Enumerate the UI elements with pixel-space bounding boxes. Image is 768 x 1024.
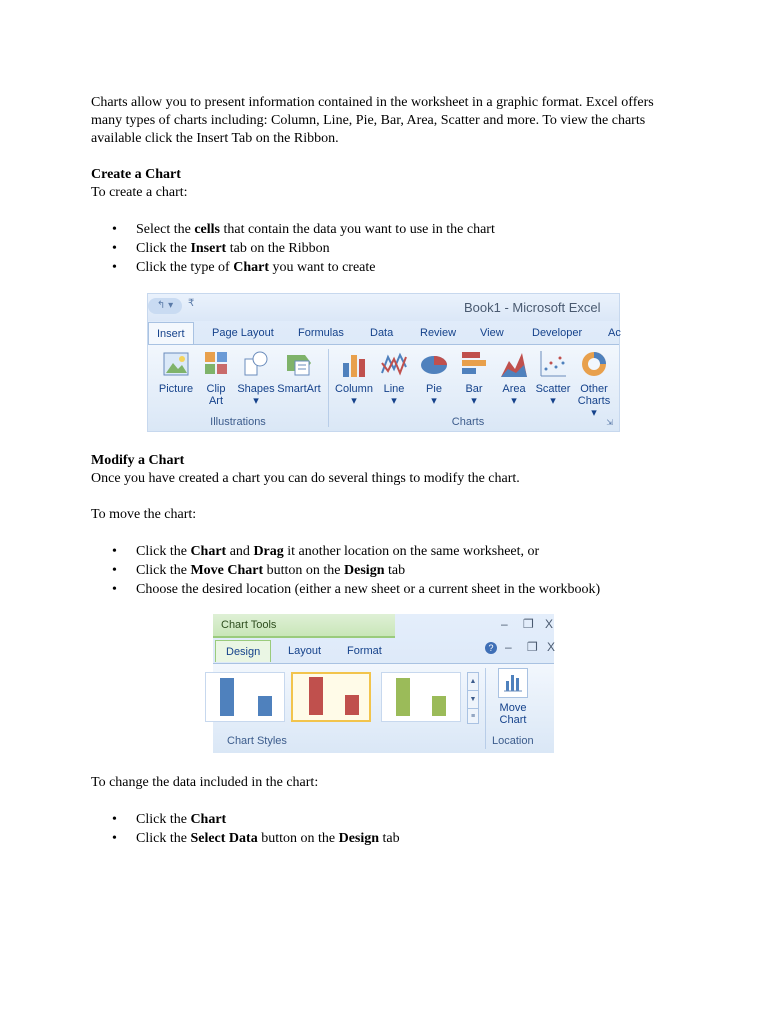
- button-label: Other: [580, 383, 608, 395]
- picture-icon: [162, 349, 190, 379]
- bullet-text: button on the: [257, 831, 339, 846]
- bullet-text: Choose the desired location (either a new sheet or a current sheet in the workbook): [136, 582, 601, 597]
- chart-style-red[interactable]: [291, 672, 371, 722]
- more-styles-icon[interactable]: ≡: [470, 713, 476, 720]
- tab-format[interactable]: Format: [347, 645, 382, 657]
- charts-group-label: Charts: [451, 416, 485, 428]
- quick-access-toolbar[interactable]: ↰ ▾: [148, 298, 182, 314]
- bullet-bold: Design: [344, 563, 385, 578]
- move-chart-icon: [498, 668, 528, 698]
- button-label: Area: [502, 383, 526, 395]
- button-label: Pie: [426, 383, 442, 395]
- bullet-text: Select the: [136, 222, 195, 237]
- change-data-lead: To change the data included in the chart:: [91, 775, 319, 790]
- chart-styles-group-label: Chart Styles: [227, 735, 287, 747]
- illustrations-group-label: Illustrations: [210, 416, 266, 428]
- picture-button[interactable]: [156, 349, 196, 395]
- modify-chart-heading: Modify a Chart: [91, 453, 185, 468]
- tab-page-layout[interactable]: Page Layout: [212, 327, 274, 339]
- restore-icon[interactable]: ❐: [523, 617, 534, 631]
- button-label: Move: [499, 702, 527, 714]
- style-bar: [432, 696, 446, 716]
- group-divider: [485, 668, 486, 749]
- other-charts-button[interactable]: [574, 349, 614, 419]
- bullet-text: you want to create: [268, 260, 376, 275]
- create-chart-lead: To create a chart:: [91, 185, 188, 200]
- bullet-bold: Chart: [233, 260, 269, 275]
- bullet-text: Click the: [136, 812, 191, 827]
- bullet-bold: Move Chart: [190, 563, 264, 578]
- window-title: Book1 - Microsoft Excel: [464, 300, 601, 315]
- clip-art-button[interactable]: [200, 349, 232, 407]
- bullet-text: Click the: [136, 563, 191, 578]
- bullet-bold: Chart: [190, 544, 227, 559]
- clip-art-icon: [202, 349, 230, 379]
- bullet-text: tab: [384, 563, 406, 578]
- button-label: Scatter: [535, 383, 571, 395]
- doughnut-chart-icon: [580, 349, 608, 379]
- minimize-icon[interactable]: –: [501, 617, 508, 631]
- style-bar: [396, 678, 410, 716]
- dialog-launcher-icon[interactable]: ⇲: [606, 418, 613, 427]
- list-item: [112, 542, 600, 561]
- move-chart-button[interactable]: [491, 668, 535, 726]
- list-item: [112, 258, 495, 277]
- group-divider: [328, 349, 329, 427]
- excel-ribbon-screenshot: [147, 293, 620, 432]
- location-group-label: Location: [492, 735, 534, 747]
- tab-formulas[interactable]: Formulas: [298, 327, 344, 339]
- chart-tools-title: Chart Tools: [221, 619, 277, 631]
- smartart-icon: [285, 349, 313, 379]
- button-label: Line: [383, 383, 405, 395]
- list-item: [112, 829, 400, 848]
- tab-layout[interactable]: Layout: [288, 645, 322, 657]
- chart-tools-header: [213, 614, 395, 638]
- scroll-down-icon[interactable]: ▼: [468, 691, 478, 709]
- chart-style-green[interactable]: [381, 672, 461, 722]
- pie-chart-button[interactable]: [416, 349, 452, 407]
- bar-chart-button[interactable]: [456, 349, 492, 407]
- button-label: Picture: [158, 383, 194, 395]
- list-item: [112, 561, 600, 580]
- list-item: [112, 239, 495, 258]
- ribbon-close-icon[interactable]: X: [547, 640, 556, 654]
- column-chart-icon: [340, 349, 368, 379]
- bullet-text: it another location on the same worksheet, or: [283, 544, 540, 559]
- create-chart-heading: Create a Chart: [91, 167, 181, 182]
- tab-add-ins[interactable]: Ac: [608, 327, 621, 339]
- modify-chart-lead: Once you have created a chart you can do several things to modify the chart.: [91, 471, 520, 486]
- create-chart-list: [112, 220, 495, 277]
- button-label-2: ▾: [550, 395, 556, 407]
- ribbon-body: [148, 344, 619, 431]
- style-bar: [309, 677, 323, 715]
- list-item: [112, 220, 495, 239]
- intro-paragraph: Charts allow you to present information contained in the worksheet in a graphic format. Excel offers many types of charts including: Column, Line, Pie, Bar, Area, Scatter and more. To view the charts available click the Insert Tab on the Ribbon.: [91, 95, 654, 146]
- line-chart-button[interactable]: [376, 349, 412, 407]
- bullet-bold: cells: [194, 222, 220, 237]
- style-bar: [345, 695, 359, 715]
- button-label-2: Charts ▾: [577, 395, 611, 419]
- style-bar: [220, 678, 234, 716]
- button-label: SmartArt: [277, 383, 321, 395]
- column-chart-button[interactable]: [332, 349, 376, 407]
- scroll-up-icon[interactable]: ▲: [468, 673, 478, 691]
- button-label-2: ▾: [351, 395, 357, 407]
- bullet-text: tab: [379, 831, 400, 846]
- change-data-list: [112, 810, 400, 848]
- area-chart-button[interactable]: [496, 349, 532, 407]
- bullet-text: Click the: [136, 544, 191, 559]
- ribbon-title-bar: [148, 294, 619, 321]
- button-label-2: ▾: [471, 395, 477, 407]
- style-bar: [258, 696, 272, 716]
- shapes-icon: [242, 349, 270, 379]
- move-chart-list: [112, 542, 600, 599]
- tab-data[interactable]: Data: [370, 327, 394, 339]
- shapes-button[interactable]: [236, 349, 276, 407]
- bullet-text: and: [226, 544, 254, 559]
- button-label: Clip: [206, 383, 226, 395]
- styles-scrollbar[interactable]: [467, 672, 479, 724]
- bullet-bold: Design: [338, 831, 380, 846]
- close-icon[interactable]: X: [545, 617, 554, 631]
- tab-developer[interactable]: Developer: [532, 327, 583, 339]
- bullet-bold: Insert: [190, 241, 227, 256]
- bullet-bold: Chart: [190, 812, 227, 827]
- chart-tools-screenshot: [213, 614, 554, 753]
- button-label-2: Art: [208, 395, 224, 407]
- chart-style-blue[interactable]: [205, 672, 285, 722]
- bullet-text: Click the: [136, 831, 191, 846]
- chart-tools-body: [213, 663, 554, 753]
- list-item: [112, 580, 600, 599]
- help-icon[interactable]: ?: [485, 642, 497, 654]
- scatter-chart-button[interactable]: [534, 349, 572, 407]
- ribbon-restore-icon[interactable]: ❐: [527, 640, 538, 654]
- bullet-text: button on the: [263, 563, 345, 578]
- button-label-2: ▾: [391, 395, 397, 407]
- tab-view[interactable]: View: [480, 327, 504, 339]
- ribbon-tabs: [148, 322, 619, 344]
- bullet-text: Click the: [136, 241, 191, 256]
- bullet-bold: Drag: [253, 544, 284, 559]
- list-item: [112, 810, 400, 829]
- smartart-button[interactable]: [276, 349, 322, 395]
- tab-design[interactable]: Design: [215, 640, 271, 662]
- ribbon-minimize-icon[interactable]: –: [505, 640, 512, 654]
- bullet-text: Click the type of: [136, 260, 234, 275]
- move-chart-lead: To move the chart:: [91, 507, 197, 522]
- tab-insert[interactable]: Insert: [148, 322, 194, 344]
- button-label-2: ▾: [431, 395, 437, 407]
- button-label-2: ▾: [511, 395, 517, 407]
- scatter-chart-icon: [539, 349, 567, 379]
- bar-chart-icon: [460, 349, 488, 379]
- button-label: Column: [335, 383, 373, 395]
- qat-customize-icon[interactable]: ₹: [188, 298, 195, 309]
- bullet-bold: Select Data: [190, 831, 258, 846]
- pie-chart-icon: [420, 349, 448, 379]
- button-label: Shapes: [237, 383, 275, 395]
- area-chart-icon: [500, 349, 528, 379]
- button-label: Bar: [465, 383, 483, 395]
- line-chart-icon: [380, 349, 408, 379]
- bullet-text: tab on the Ribbon: [226, 241, 330, 256]
- tab-review[interactable]: Review: [420, 327, 457, 339]
- button-label-2: ▾: [253, 395, 259, 407]
- button-label-2: Chart: [499, 714, 527, 726]
- bullet-text: that contain the data you want to use in the chart: [219, 222, 495, 237]
